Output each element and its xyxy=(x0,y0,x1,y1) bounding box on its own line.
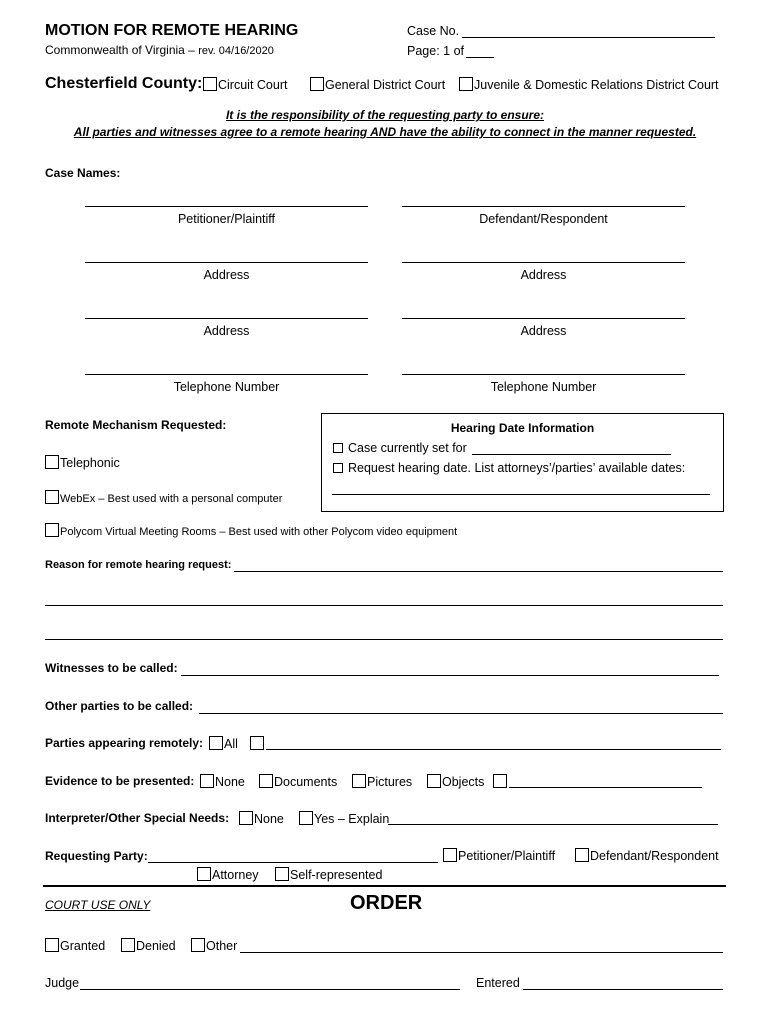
witnesses-label: Witnesses to be called: xyxy=(45,661,178,675)
order-title: ORDER xyxy=(350,892,423,914)
option-label: Circuit Court xyxy=(218,78,288,92)
county-option-general-district[interactable] xyxy=(310,77,445,92)
checkbox[interactable] xyxy=(45,523,59,537)
checkbox[interactable] xyxy=(333,463,343,473)
mechanism-option-polycom[interactable] xyxy=(45,523,457,538)
option-label: Documents xyxy=(274,775,338,789)
petitioner-caption: Petitioner/Plaintiff xyxy=(177,212,276,226)
evidence-option-none[interactable] xyxy=(200,774,245,789)
checkbox[interactable] xyxy=(45,455,59,469)
checkbox[interactable] xyxy=(45,490,59,504)
evidence-other-field[interactable] xyxy=(509,787,702,788)
checkbox[interactable] xyxy=(443,848,457,862)
order-option-denied[interactable] xyxy=(121,938,176,953)
county-option-circuit[interactable] xyxy=(203,77,287,92)
notice-line-1: It is the responsibility of the requesting party to ensure: xyxy=(225,108,545,122)
checkbox[interactable] xyxy=(200,774,214,788)
parties-remote-all[interactable] xyxy=(209,736,238,751)
form-title: MOTION FOR REMOTE HEARING xyxy=(45,22,299,39)
option-label: General District Court xyxy=(325,78,446,92)
requesting-option-petitioner[interactable] xyxy=(443,848,555,863)
checkbox[interactable] xyxy=(203,77,217,91)
option-label: None xyxy=(254,812,284,826)
option-label: Attorney xyxy=(212,868,259,882)
interpreter-option-yes[interactable] xyxy=(299,811,389,826)
interpreter-label: Interpreter/Other Special Needs: xyxy=(45,811,230,825)
checkbox[interactable] xyxy=(239,811,253,825)
option-label: Request hearing date. List attorneys’/parties’ available dates: xyxy=(348,461,686,475)
checkbox[interactable] xyxy=(259,774,273,788)
option-label: Telephonic xyxy=(60,456,120,470)
requesting-option-defendant[interactable] xyxy=(575,848,719,863)
page-label: Page: 1 of xyxy=(407,44,464,58)
requesting-party-label: Requesting Party: xyxy=(45,849,148,863)
evidence-label: Evidence to be presented: xyxy=(45,774,195,788)
defendant-phone-field[interactable] xyxy=(402,374,685,375)
mechanism-option-telephonic[interactable] xyxy=(45,455,120,470)
petitioner-phone-field[interactable] xyxy=(85,374,368,375)
requesting-option-attorney[interactable] xyxy=(197,867,259,882)
option-label: Defendant/Respondent xyxy=(590,849,719,863)
evidence-option-documents[interactable] xyxy=(259,774,337,789)
subtitle-text: Commonwealth of Virginia – xyxy=(45,43,195,57)
order-option-granted[interactable] xyxy=(45,938,105,953)
court-use-divider xyxy=(43,885,726,887)
petitioner-field[interactable] xyxy=(85,206,368,207)
case-no-label: Case No. xyxy=(407,24,460,38)
evidence-option-objects[interactable] xyxy=(427,774,484,789)
evidence-option-pictures[interactable] xyxy=(352,774,412,789)
entered-label: Entered xyxy=(476,976,520,990)
petitioner-address-2-field[interactable] xyxy=(85,318,368,319)
defendant-address-1-field[interactable] xyxy=(402,262,685,263)
parties-remote-label: Parties appearing remotely: xyxy=(45,736,204,750)
defendant-address-1-caption: Address xyxy=(520,268,567,282)
requesting-party-field[interactable] xyxy=(148,862,438,863)
option-label: Objects xyxy=(442,775,485,789)
checkbox[interactable] xyxy=(299,811,313,825)
petitioner-address-1-field[interactable] xyxy=(85,262,368,263)
case-no-field[interactable] xyxy=(462,37,715,38)
hearing-date-box xyxy=(321,413,724,512)
evidence-option-other[interactable] xyxy=(493,774,508,789)
option-label: WebEx – Best used with a personal computer xyxy=(60,493,283,505)
checkbox[interactable] xyxy=(427,774,441,788)
defendant-field[interactable] xyxy=(402,206,685,207)
petitioner-address-1-caption: Address xyxy=(203,268,250,282)
checkbox[interactable] xyxy=(310,77,324,91)
option-label: Juvenile & Domestic Relations District Court xyxy=(474,78,719,92)
defendant-caption: Defendant/Respondent xyxy=(479,212,608,226)
county-option-jdr[interactable] xyxy=(459,77,719,92)
petitioner-phone-caption: Telephone Number xyxy=(173,380,280,394)
notice-line-2: All parties and witnesses agree to a remote hearing AND have the ability to connect in the manner requested. xyxy=(73,125,697,139)
county-label: Chesterfield County: xyxy=(45,75,203,92)
mechanism-option-webex[interactable] xyxy=(45,490,282,505)
option-label: Yes – Explain xyxy=(314,812,390,826)
other-parties-label: Other parties to be called: xyxy=(45,699,194,713)
option-label: Self-represented xyxy=(290,868,383,882)
order-option-other[interactable] xyxy=(191,938,237,953)
parties-remote-field[interactable] xyxy=(266,749,721,750)
available-dates-field[interactable] xyxy=(332,494,710,495)
judge-label: Judge xyxy=(45,976,80,990)
petitioner-address-2-caption: Address xyxy=(203,324,250,338)
reason-field-2[interactable] xyxy=(45,605,723,606)
checkbox[interactable] xyxy=(352,774,366,788)
entered-date-field[interactable] xyxy=(523,989,723,990)
reason-field-1[interactable] xyxy=(234,571,723,572)
option-label: Petitioner/Plaintiff xyxy=(458,849,556,863)
interpreter-explain-field[interactable] xyxy=(388,824,718,825)
checkbox[interactable] xyxy=(191,938,205,952)
requesting-option-self-represented[interactable] xyxy=(275,867,382,882)
checkbox[interactable] xyxy=(197,867,211,881)
form-subtitle xyxy=(45,43,274,57)
defendant-address-2-field[interactable] xyxy=(402,318,685,319)
parties-remote-other[interactable] xyxy=(250,736,265,751)
reason-label: Reason for remote hearing request: xyxy=(45,559,232,571)
checkbox[interactable] xyxy=(250,736,264,750)
checkbox[interactable] xyxy=(209,736,223,750)
option-label: Polycom Virtual Meeting Rooms – Best used with other Polycom video equipment xyxy=(60,526,458,538)
case-names-label: Case Names: xyxy=(45,166,121,180)
court-use-only-label: COURT USE ONLY xyxy=(45,898,151,912)
option-label: None xyxy=(215,775,245,789)
judge-signature-field[interactable] xyxy=(80,989,460,990)
hearing-option-currently-set[interactable] xyxy=(333,441,467,455)
interpreter-option-none[interactable] xyxy=(239,811,284,826)
option-label: Denied xyxy=(136,939,176,953)
option-label: All xyxy=(224,737,238,751)
hearing-date-title: Hearing Date Information xyxy=(450,421,595,435)
checkbox[interactable] xyxy=(121,938,135,952)
option-label: Granted xyxy=(60,939,106,953)
checkbox[interactable] xyxy=(45,938,59,952)
other-parties-field[interactable] xyxy=(199,713,723,714)
remote-mechanism-label: Remote Mechanism Requested: xyxy=(45,418,227,432)
option-label: Pictures xyxy=(367,775,413,789)
checkbox[interactable] xyxy=(459,77,473,91)
defendant-phone-caption: Telephone Number xyxy=(490,380,597,394)
checkbox[interactable] xyxy=(575,848,589,862)
option-label: Case currently set for xyxy=(348,441,467,455)
page-total-field[interactable] xyxy=(466,57,494,58)
option-label: Other xyxy=(206,939,238,953)
defendant-address-2-caption: Address xyxy=(520,324,567,338)
order-other-field[interactable] xyxy=(240,952,723,953)
checkbox[interactable] xyxy=(493,774,507,788)
witnesses-field[interactable] xyxy=(181,675,719,676)
revision-text: rev. 04/16/2020 xyxy=(198,45,274,57)
hearing-option-request-date[interactable] xyxy=(333,461,685,475)
checkbox[interactable] xyxy=(333,443,343,453)
currently-set-date-field[interactable] xyxy=(472,454,671,455)
reason-field-3[interactable] xyxy=(45,639,723,640)
checkbox[interactable] xyxy=(275,867,289,881)
